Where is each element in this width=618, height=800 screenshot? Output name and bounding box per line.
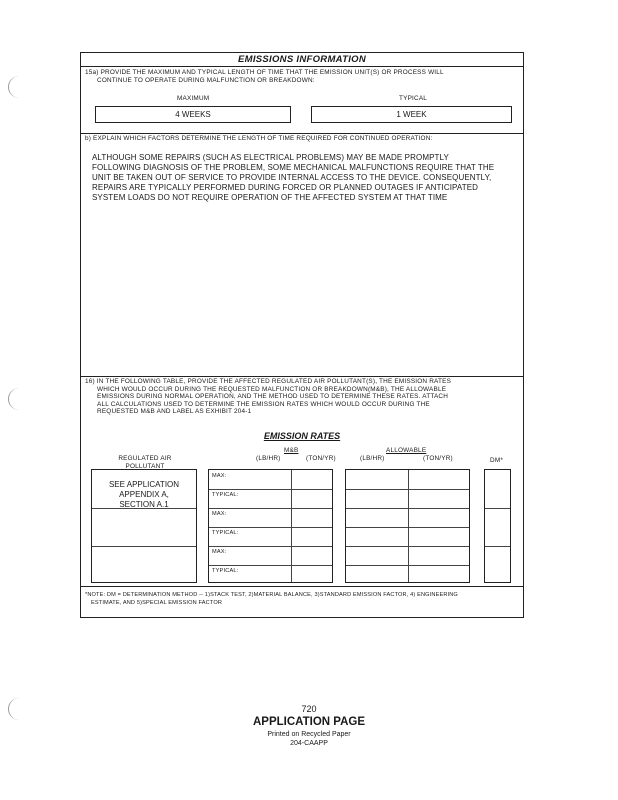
pollutant-value [92, 480, 196, 510]
answer-line: FOLLOWING DIAGNOSIS OF THE PROBLEM, SOME MECHANICAL MALFUNCTIONS REQUIRE THAT THE [92, 163, 495, 172]
page-title: APPLICATION PAGE [252, 716, 366, 728]
q15b-text: b) EXPLAIN WHICH FACTORS DETERMINE THE LENGTH OF TIME REQUIRED FOR CONTINUED OPERATION: [85, 135, 433, 142]
row-label-max: MAX: [212, 511, 227, 517]
answer-line: UNIT BE TAKEN OUT OF SERVICE TO PROVIDE INTERNAL ACCESS TO THE DEVICE. CONSEQUENTLY, [92, 173, 492, 182]
q16-line: REQUESTED M&B AND LABEL AS EXHIBIT 204-1 [97, 408, 252, 416]
pollutant-cell[interactable] [91, 469, 197, 583]
punch-mark [8, 76, 23, 98]
pollutant-value-line: APPENDIX A, [119, 490, 169, 499]
row-divider [209, 546, 332, 547]
q16-line: EMISSIONS DURING NORMAL OPERATION, AND THE METHOD USED TO DETERMINE THESE RATES. ATTACH [97, 393, 449, 401]
dm-column[interactable] [484, 469, 511, 583]
emission-rates-title: EMISSION RATES [263, 431, 341, 441]
mb-header: M&B [284, 447, 299, 454]
divider [81, 133, 523, 134]
maximum-duration-field[interactable]: 4 WEEKS [95, 106, 291, 123]
row-label-max: MAX: [212, 473, 227, 479]
answer-line: SYSTEM LOADS DO NOT REQUIRE OPERATION OF THE AFFECTED SYSTEM AT THAT TIME [92, 193, 448, 202]
section-title: EMISSIONS INFORMATION [237, 54, 367, 65]
row-divider [346, 565, 469, 566]
row-divider [92, 546, 196, 547]
row-divider [346, 546, 469, 547]
q16-line: ALL CALCULATIONS USED TO DETERMINE THE EMISSION RATES WHICH WOULD OCCUR DURING THE [97, 400, 430, 408]
printed-on: Printed on Recycled Paper [267, 731, 351, 738]
q15a-line1: 15a) PROVIDE THE MAXIMUM AND TYPICAL LENGTH OF TIME THAT THE EMISSION UNIT(S) OR PROCESS WILL [85, 69, 444, 76]
page-number: 720 [301, 704, 317, 714]
row-divider [346, 527, 469, 528]
mb-lbhr-header: (LB/HR) [256, 455, 281, 462]
row-divider [209, 565, 332, 566]
q15a-line2: CONTINUE TO OPERATE DURING MALFUNCTION OR BREAKDOWN: [97, 76, 315, 84]
form-code: 204-CAAPP [290, 740, 328, 747]
punch-mark [8, 388, 23, 410]
note-line1: *NOTE: DM = DETERMINATION METHOD -- 1)STACK TEST, 2)MATERIAL BALANCE, 3)STANDARD EMISSION FACTOR, 4) ENGINEERING [85, 592, 458, 598]
divider [81, 376, 523, 377]
divider [81, 586, 523, 587]
row-divider [485, 508, 510, 509]
q16-line: WHICH WOULD OCCUR DURING THE REQUESTED MALFUNCTION OR BREAKDOWN(M&B), THE ALLOWABLE [97, 385, 447, 393]
row-divider [346, 489, 469, 490]
mb-tonyr-header: (TON/YR) [306, 455, 336, 462]
typical-label: TYPICAL [399, 95, 428, 102]
mb-grid[interactable] [208, 469, 333, 583]
row-divider [209, 508, 332, 509]
row-label-typical: TYPICAL: [212, 530, 239, 536]
row-divider [209, 527, 332, 528]
pollutant-header [115, 455, 175, 470]
answer-line: ALTHOUGH SOME REPAIRS (SUCH AS ELECTRICAL PROBLEMS) MAY BE MADE PROMPTLY [92, 153, 449, 162]
maximum-label: MAXIMUM [177, 95, 210, 102]
pollutant-header-line2: POLLUTANT [125, 462, 165, 470]
allowable-header: ALLOWABLE [386, 447, 427, 454]
q16-line: 16) IN THE FOLLOWING TABLE, PROVIDE THE AFFECTED REGULATED AIR POLLUTANT(S), THE EMISSION RATES [85, 378, 452, 385]
q15b-answer[interactable] [92, 153, 522, 203]
pollutant-value-line: SECTION A.1 [119, 500, 169, 509]
row-label-max: MAX: [212, 549, 227, 555]
q16-text [85, 378, 521, 416]
allowable-tonyr-header: (TON/YR) [423, 455, 453, 462]
row-divider [485, 546, 510, 547]
emissions-form [80, 52, 524, 618]
typical-duration-field[interactable]: 1 WEEK [311, 106, 512, 123]
row-label-typical: TYPICAL: [212, 568, 239, 574]
q15a-text [85, 69, 521, 84]
dm-note [85, 591, 523, 607]
pollutant-header-line1: REGULATED AIR [118, 455, 172, 462]
dm-header: DM* [490, 457, 504, 464]
row-divider [209, 489, 332, 490]
row-divider [346, 508, 469, 509]
note-line2: ESTIMATE, AND 5)SPECIAL EMISSION FACTOR [91, 600, 223, 606]
row-label-typical: TYPICAL: [212, 492, 239, 498]
pollutant-value-line: SEE APPLICATION [108, 480, 180, 489]
answer-line: REPAIRS ARE TYPICALLY PERFORMED DURING FORCED OR PLANNED OUTAGES IF ANTICIPATED [92, 183, 479, 192]
row-divider [92, 508, 196, 509]
divider [81, 66, 523, 67]
allowable-lbhr-header: (LB/HR) [360, 455, 385, 462]
allowable-grid[interactable] [345, 469, 470, 583]
